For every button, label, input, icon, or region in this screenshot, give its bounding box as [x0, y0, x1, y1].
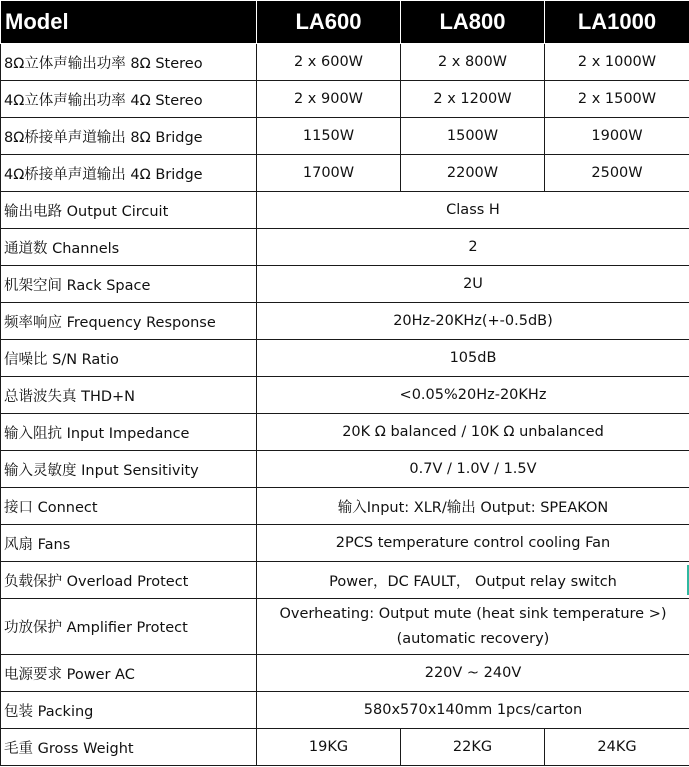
- table-row: [1, 562, 689, 599]
- cell-value: Power，DC FAULT， Output relay switch: [257, 562, 689, 599]
- cell-value: 2 x 600W: [257, 44, 401, 81]
- model-la1000-header: LA1000: [545, 1, 689, 44]
- cell-value: 2 x 800W: [401, 44, 545, 81]
- row-label: 负载保护 Overload Protect: [1, 562, 257, 599]
- cell-value: 1150W: [257, 118, 401, 155]
- cell-value: 1500W: [401, 118, 545, 155]
- row-label: 通道数 Channels: [1, 229, 257, 266]
- table-row: [1, 729, 689, 766]
- table-row: [1, 692, 689, 729]
- row-label: 8Ω立体声输出功率 8Ω Stereo: [1, 44, 257, 81]
- cell-value: 输入Input: XLR/输出 Output: SPEAKON: [257, 488, 689, 525]
- row-label: 电源要求 Power AC: [1, 655, 257, 692]
- table-row: [1, 488, 689, 525]
- cell-value: <0.05%20Hz-20KHz: [257, 377, 689, 414]
- table-row: [1, 599, 689, 655]
- cell-value: 0.7V / 1.0V / 1.5V: [257, 451, 689, 488]
- row-label: 接口 Connect: [1, 488, 257, 525]
- cell-value: 20Hz-20KHz(+-0.5dB): [257, 303, 689, 340]
- row-label: 风扇 Fans: [1, 525, 257, 562]
- row-label: 包装 Packing: [1, 692, 257, 729]
- row-label: 毛重 Gross Weight: [1, 729, 257, 766]
- table-row: [1, 655, 689, 692]
- row-label: 输出电路 Output Circuit: [1, 192, 257, 229]
- row-label: 信噪比 S/N Ratio: [1, 340, 257, 377]
- row-label: 输入灵敏度 Input Sensitivity: [1, 451, 257, 488]
- cell-value: 20K Ω balanced / 10K Ω unbalanced: [257, 414, 689, 451]
- cell-value: 2200W: [401, 155, 545, 192]
- table-row: [1, 118, 689, 155]
- table-row: [1, 303, 689, 340]
- row-label: 4Ω桥接单声道输出 4Ω Bridge: [1, 155, 257, 192]
- cell-value: 19KG: [257, 729, 401, 766]
- cell-value: 22KG: [401, 729, 545, 766]
- table-row: [1, 155, 689, 192]
- row-label: 机架空间 Rack Space: [1, 266, 257, 303]
- cell-value: 2PCS temperature control cooling Fan: [257, 525, 689, 562]
- row-label: 功放保护 Amplifier Protect: [1, 599, 257, 655]
- cell-value: 24KG: [545, 729, 689, 766]
- row-label: 输入阻抗 Input Impedance: [1, 414, 257, 451]
- table-row: [1, 377, 689, 414]
- cell-value: 2: [257, 229, 689, 266]
- cell-value: Overheating: Output mute (heat sink temperature >) (automatic recovery): [257, 599, 689, 655]
- row-label: 4Ω立体声输出功率 4Ω Stereo: [1, 81, 257, 118]
- cell-value: 2U: [257, 266, 689, 303]
- cell-value: 1700W: [257, 155, 401, 192]
- table-row: [1, 525, 689, 562]
- table-row: [1, 192, 689, 229]
- cell-value: 2 x 1200W: [401, 81, 545, 118]
- cell-value: 2 x 900W: [257, 81, 401, 118]
- table-row: [1, 340, 689, 377]
- header-row: [1, 1, 689, 44]
- row-label: 8Ω桥接单声道输出 8Ω Bridge: [1, 118, 257, 155]
- model-la600-header: LA600: [257, 1, 401, 44]
- cell-value: 105dB: [257, 340, 689, 377]
- cell-value: 220V ~ 240V: [257, 655, 689, 692]
- row-label: 频率响应 Frequency Response: [1, 303, 257, 340]
- table-row: [1, 81, 689, 118]
- cell-value: 2 x 1500W: [545, 81, 689, 118]
- cell-value: 1900W: [545, 118, 689, 155]
- table-row: [1, 451, 689, 488]
- table-row: [1, 266, 689, 303]
- table-row: [1, 229, 689, 266]
- table-row: [1, 44, 689, 81]
- model-la800-header: LA800: [401, 1, 545, 44]
- model-header: Model: [1, 1, 257, 44]
- row-label: 总谐波失真 THD+N: [1, 377, 257, 414]
- table-row: [1, 414, 689, 451]
- cell-value: 2 x 1000W: [545, 44, 689, 81]
- cell-value: Class H: [257, 192, 689, 229]
- cell-value: 580x570x140mm 1pcs/carton: [257, 692, 689, 729]
- cell-value: 2500W: [545, 155, 689, 192]
